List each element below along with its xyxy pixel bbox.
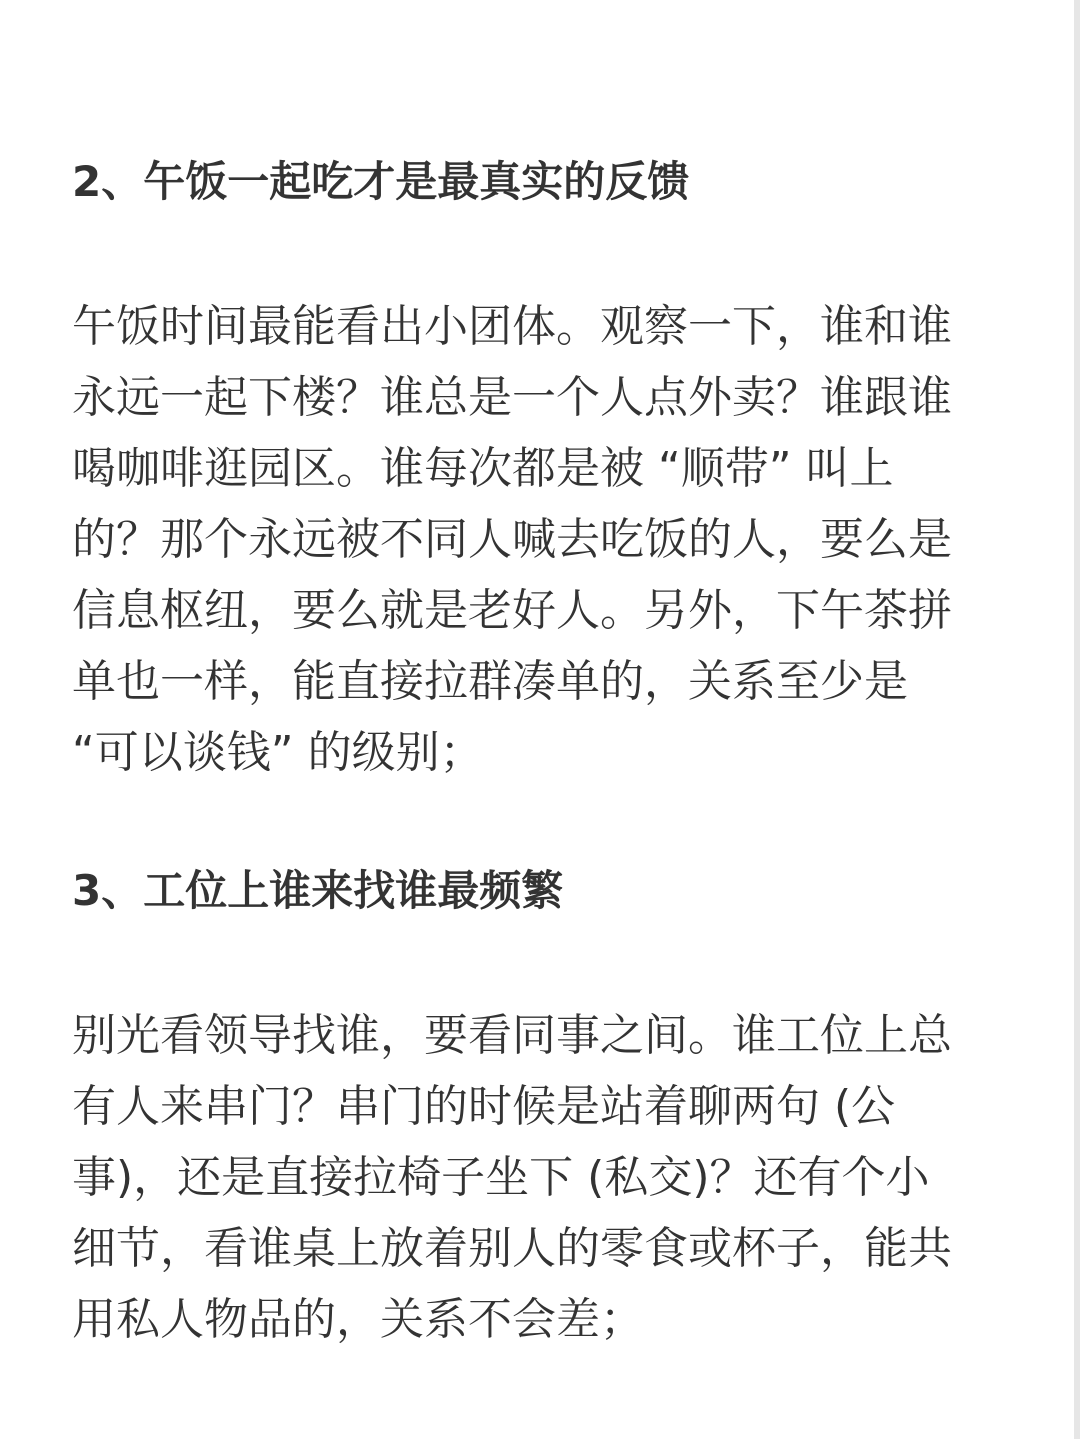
paragraph-line: 用私人物品的，关系不会差； <box>72 1294 644 1345</box>
paragraph-line: 别光看领导找谁，要看同事之间。谁工位上总 <box>72 1010 952 1061</box>
paragraph-line: 午饭时间最能看出小团体。观察一下，谁和谁 <box>72 301 952 352</box>
paragraph-line: 细节，看谁桌上放着别人的零食或杯子，能共 <box>72 1223 952 1274</box>
paragraph-line: 喝咖啡逛园区。谁每次都是被 “顺带” 叫上 <box>72 443 894 494</box>
page-edge-divider <box>1074 0 1080 1439</box>
section-heading-lunch: 2、午饭一起吃才是最真实的反馈 <box>72 157 690 206</box>
paragraph-line: 事)，还是直接拉椅子坐下 (私交)？还有个小 <box>72 1152 930 1203</box>
paragraph-line: 有人来串门？串门的时候是站着聊两句 (公 <box>72 1081 896 1132</box>
section-heading-workstation: 3、工位上谁来找谁最频繁 <box>72 866 564 915</box>
paragraph-line: “可以谈钱” 的级别； <box>72 727 484 778</box>
paragraph-line: 单也一样，能直接拉群凑单的，关系至少是 <box>72 656 908 707</box>
section-paragraph-lunch <box>72 291 1007 788</box>
paragraph-line: 信息枢纽，要么就是老好人。另外，下午茶拼 <box>72 585 952 636</box>
section-paragraph-workstation <box>72 1000 1007 1355</box>
paragraph-line: 的？那个永远被不同人喊去吃饭的人，要么是 <box>72 514 952 565</box>
paragraph-line: 永远一起下楼？谁总是一个人点外卖？谁跟谁 <box>72 372 952 423</box>
